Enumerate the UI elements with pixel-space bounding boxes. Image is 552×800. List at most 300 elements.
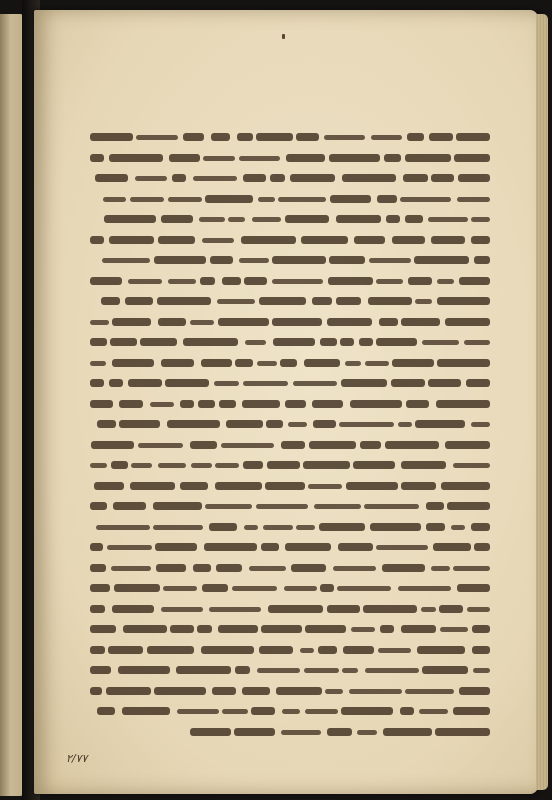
ink-word <box>102 258 150 263</box>
ink-word <box>235 666 250 674</box>
manuscript-line <box>90 497 490 515</box>
ink-word <box>415 299 432 304</box>
ink-word <box>110 338 137 346</box>
ink-word <box>218 318 269 326</box>
ink-word <box>190 320 214 325</box>
ink-word <box>308 484 342 489</box>
ink-word <box>464 340 490 345</box>
ink-word <box>327 318 372 326</box>
ink-word <box>209 523 237 531</box>
ink-word <box>431 236 465 244</box>
ink-word <box>376 545 428 550</box>
ink-word <box>447 502 490 510</box>
ink-word <box>457 197 490 202</box>
ink-word <box>150 402 174 407</box>
ink-word <box>265 482 305 490</box>
ink-word <box>406 400 429 408</box>
ink-word <box>211 133 230 141</box>
ink-word <box>183 338 238 346</box>
page-fore-edge <box>536 14 548 790</box>
ink-word <box>91 441 134 449</box>
ink-word <box>267 461 300 469</box>
ink-word <box>403 174 428 182</box>
ink-word <box>471 523 490 531</box>
ink-word <box>256 504 308 509</box>
ink-word <box>360 441 381 449</box>
ink-word <box>451 525 465 530</box>
ink-word <box>401 482 436 490</box>
ink-word <box>453 463 490 468</box>
ink-word <box>107 545 152 550</box>
ink-word <box>198 400 215 408</box>
manuscript-line <box>90 436 490 454</box>
ink-word <box>90 361 106 366</box>
ink-word <box>205 504 252 509</box>
ink-word <box>161 359 194 367</box>
ink-word <box>327 728 352 736</box>
manuscript-line <box>90 579 490 597</box>
ink-word <box>327 605 360 613</box>
ink-word <box>422 666 468 674</box>
ink-word <box>353 461 395 469</box>
manuscript-line <box>90 292 490 310</box>
ink-word <box>276 687 322 695</box>
ink-word <box>180 482 208 490</box>
ink-word <box>365 668 419 673</box>
ink-word <box>346 482 398 490</box>
ink-word <box>371 135 402 140</box>
ink-word <box>405 154 451 162</box>
ink-word <box>281 441 305 449</box>
ink-word <box>235 359 253 367</box>
manuscript-line <box>90 374 490 392</box>
handwritten-text-block <box>90 128 490 708</box>
ink-word <box>391 379 425 387</box>
ink-word <box>90 320 109 325</box>
ink-word <box>256 133 293 141</box>
ink-word <box>257 361 277 366</box>
ink-word <box>433 543 471 551</box>
ink-word <box>429 133 453 141</box>
ink-word <box>90 400 113 408</box>
ink-word <box>104 215 156 223</box>
ink-word <box>364 504 419 509</box>
ink-word <box>377 195 397 203</box>
manuscript-line <box>90 559 490 577</box>
ink-word <box>386 215 400 223</box>
manuscript-line <box>90 169 490 187</box>
ink-word <box>242 687 270 695</box>
ink-word <box>324 135 365 140</box>
ink-word <box>243 174 266 182</box>
manuscript-line <box>90 149 490 167</box>
ink-word <box>112 318 151 326</box>
ink-word <box>320 338 337 346</box>
ink-word <box>328 277 373 285</box>
ink-word <box>128 279 162 284</box>
ink-word <box>319 523 365 531</box>
ink-word <box>312 297 332 305</box>
ink-word <box>304 359 340 367</box>
ink-word <box>401 461 446 469</box>
ink-word <box>257 668 300 673</box>
ink-word <box>147 646 194 654</box>
ink-word <box>382 564 425 572</box>
ink-word <box>161 607 203 612</box>
ink-word <box>222 277 241 285</box>
ink-word <box>210 256 233 264</box>
ink-word <box>329 256 365 264</box>
ink-word <box>90 605 105 613</box>
ink-word <box>445 318 490 326</box>
ink-word <box>345 361 361 366</box>
ink-word <box>140 338 177 346</box>
ink-word <box>340 338 354 346</box>
manuscript-line <box>90 600 490 618</box>
ink-word <box>422 340 459 345</box>
ink-word <box>428 379 461 387</box>
ink-word <box>103 197 126 202</box>
ink-word <box>359 338 373 346</box>
ink-word <box>445 441 490 449</box>
ink-word <box>245 340 266 345</box>
ink-word <box>242 400 280 408</box>
manuscript-line <box>90 620 490 638</box>
ink-word <box>157 297 211 305</box>
ink-word <box>437 279 454 284</box>
ink-word <box>112 605 154 613</box>
ink-word <box>350 400 402 408</box>
ink-word <box>156 564 186 572</box>
ink-word <box>437 297 490 305</box>
ink-word <box>209 607 261 612</box>
ink-word <box>415 420 465 428</box>
ink-word <box>119 420 160 428</box>
manuscript-line <box>90 723 490 741</box>
ink-word <box>158 318 186 326</box>
ink-word <box>293 381 337 386</box>
ink-word <box>459 687 490 695</box>
manuscript-line <box>90 272 490 290</box>
ink-word <box>408 277 432 285</box>
ink-word <box>280 359 297 367</box>
ink-word <box>431 174 454 182</box>
ink-word <box>392 359 434 367</box>
ink-word <box>421 607 436 612</box>
ink-word <box>343 646 374 654</box>
ink-word <box>154 256 206 264</box>
ink-word <box>217 299 255 304</box>
ink-word <box>291 564 326 572</box>
ink-word <box>244 525 258 530</box>
ink-word <box>153 525 203 530</box>
ink-word <box>419 709 448 714</box>
ink-word <box>401 318 440 326</box>
ink-word <box>439 605 463 613</box>
manuscript-line <box>90 128 490 146</box>
ink-word <box>303 461 350 469</box>
ink-word <box>90 502 107 510</box>
ink-word <box>168 279 196 284</box>
manuscript-line <box>90 415 490 433</box>
ink-word <box>351 627 375 632</box>
manuscript-line <box>90 251 490 269</box>
ink-word <box>177 709 219 714</box>
ink-word <box>261 625 302 633</box>
manuscript-line <box>90 641 490 659</box>
ink-word <box>135 176 167 181</box>
ink-word <box>95 174 128 182</box>
ink-word <box>201 646 254 654</box>
ink-word <box>90 564 106 572</box>
ink-word <box>305 709 338 714</box>
ink-word <box>200 277 215 285</box>
ink-word <box>309 441 356 449</box>
ink-word <box>131 463 152 468</box>
ink-word <box>354 236 385 244</box>
ink-word <box>228 217 245 222</box>
ink-word <box>417 646 465 654</box>
manuscript-line <box>90 456 490 474</box>
ink-word <box>285 215 329 223</box>
ink-word <box>111 566 151 571</box>
ink-word <box>90 543 103 551</box>
ink-word <box>474 256 490 264</box>
ink-word <box>155 543 197 551</box>
ink-word <box>376 279 403 284</box>
ink-word <box>96 525 150 530</box>
ink-word <box>325 689 343 694</box>
manuscript-line <box>90 682 490 700</box>
ink-word <box>471 217 490 222</box>
ink-word <box>456 133 490 141</box>
ink-word <box>252 217 281 222</box>
ink-word <box>168 197 202 202</box>
manuscript-line <box>90 354 490 372</box>
ink-word <box>158 463 186 468</box>
folio-annotation: ٢/٧٧ <box>66 752 88 765</box>
ink-word <box>314 504 361 509</box>
ink-word <box>270 174 285 182</box>
ink-word <box>165 379 209 387</box>
ink-word <box>90 687 102 695</box>
ink-word <box>244 277 267 285</box>
ink-word <box>125 297 153 305</box>
ink-word <box>94 482 124 490</box>
ink-word <box>365 361 389 366</box>
ink-word <box>405 215 423 223</box>
ink-word <box>222 709 248 714</box>
ink-word <box>357 730 377 735</box>
ink-word <box>368 297 412 305</box>
ink-word <box>109 154 163 162</box>
ink-word <box>90 379 104 387</box>
ink-word <box>458 174 490 182</box>
ink-word <box>376 338 417 346</box>
ink-word <box>138 443 183 448</box>
ink-word <box>281 730 321 735</box>
ink-word <box>161 215 193 223</box>
ink-word <box>285 400 306 408</box>
ink-word <box>176 666 231 674</box>
ink-word <box>301 236 348 244</box>
manuscript-line <box>90 538 490 556</box>
ink-word <box>378 648 411 653</box>
ink-word <box>333 566 376 571</box>
ink-word <box>234 728 275 736</box>
ink-word <box>215 482 262 490</box>
ink-word <box>290 174 335 182</box>
ink-word <box>128 379 162 387</box>
ink-word <box>272 318 322 326</box>
ink-word <box>90 646 105 654</box>
ink-word <box>318 646 337 654</box>
ink-word <box>190 728 231 736</box>
ink-word <box>193 564 211 572</box>
ink-word <box>108 646 143 654</box>
ink-word <box>284 586 317 591</box>
ink-word <box>180 400 194 408</box>
ink-word <box>369 258 411 263</box>
ink-word <box>119 400 143 408</box>
ink-word <box>263 525 293 530</box>
ink-word <box>97 707 115 715</box>
ink-word <box>466 379 490 387</box>
ink-word <box>136 135 178 140</box>
ink-word <box>118 666 170 674</box>
ink-word <box>154 687 206 695</box>
ink-word <box>221 443 274 448</box>
ink-word <box>342 174 396 182</box>
ink-word <box>474 543 490 551</box>
ink-word <box>428 217 468 222</box>
ink-word <box>341 379 387 387</box>
ink-word <box>111 461 128 469</box>
ink-word <box>384 154 401 162</box>
ink-word <box>218 625 258 633</box>
ink-word <box>341 707 393 715</box>
ink-word <box>163 586 197 591</box>
manuscript-line <box>90 518 490 536</box>
ink-word <box>363 605 417 613</box>
ink-word <box>379 318 398 326</box>
manuscript-line <box>90 231 490 249</box>
ink-word <box>183 133 204 141</box>
ink-word <box>459 277 490 285</box>
ink-word <box>259 297 306 305</box>
ink-word <box>426 502 444 510</box>
ink-word <box>330 195 371 203</box>
ink-word <box>457 584 490 592</box>
ink-word <box>305 625 346 633</box>
ink-word <box>342 668 358 673</box>
ink-word <box>370 523 421 531</box>
ink-word <box>296 525 315 530</box>
ink-word <box>272 279 323 284</box>
ink-word <box>202 238 234 243</box>
ink-word <box>336 297 361 305</box>
ink-word <box>473 668 490 673</box>
ink-word <box>191 463 212 468</box>
ink-word <box>454 154 490 162</box>
ink-word <box>239 258 269 263</box>
manuscript-line <box>90 333 490 351</box>
ink-word <box>214 381 239 386</box>
ink-word <box>90 133 133 141</box>
ink-word <box>237 133 253 141</box>
ink-word <box>203 156 235 161</box>
ink-word <box>202 584 228 592</box>
ink-word <box>158 236 195 244</box>
ink-word <box>266 420 283 428</box>
ink-word <box>97 420 116 428</box>
ink-word <box>90 338 107 346</box>
ink-word <box>90 463 107 468</box>
ink-word <box>219 400 236 408</box>
ink-word <box>268 605 323 613</box>
ink-word <box>472 625 490 633</box>
ink-word <box>435 728 490 736</box>
ink-word <box>278 197 326 202</box>
manuscript-line <box>90 210 490 228</box>
ink-word <box>440 627 468 632</box>
ink-word <box>241 236 296 244</box>
manuscript-line <box>90 395 490 413</box>
ink-word <box>90 154 104 162</box>
ink-word <box>101 297 120 305</box>
ink-word <box>405 689 454 694</box>
ink-word <box>106 687 151 695</box>
manuscript-line <box>90 661 490 679</box>
ink-word <box>90 236 104 244</box>
ink-word <box>249 566 286 571</box>
ink-word <box>398 422 412 427</box>
ink-word <box>436 400 490 408</box>
ink-word <box>167 420 220 428</box>
ink-word <box>197 625 212 633</box>
ink-word <box>304 668 339 673</box>
ink-word <box>153 502 202 510</box>
ink-word <box>114 584 160 592</box>
ink-word <box>337 586 391 591</box>
ink-word <box>392 236 425 244</box>
ink-word <box>243 381 288 386</box>
ink-word <box>232 586 277 591</box>
ink-word <box>204 543 257 551</box>
ink-word <box>212 687 236 695</box>
ink-word <box>441 482 490 490</box>
ink-word <box>226 420 263 428</box>
manuscript-line <box>90 190 490 208</box>
ink-word <box>288 422 307 427</box>
ink-word <box>467 607 490 612</box>
ink-word <box>90 277 122 285</box>
ink-word <box>193 176 237 181</box>
ink-word <box>205 195 253 203</box>
ink-word <box>472 646 490 654</box>
ink-word <box>414 256 469 264</box>
ink-word <box>338 543 373 551</box>
ink-word <box>312 400 343 408</box>
ink-word <box>130 197 164 202</box>
ink-word <box>437 359 490 367</box>
ink-word <box>400 197 451 202</box>
ink-word <box>251 707 275 715</box>
ink-word <box>300 648 314 653</box>
ink-word <box>170 625 194 633</box>
top-ink-mark <box>282 34 285 39</box>
ink-word <box>272 256 326 264</box>
